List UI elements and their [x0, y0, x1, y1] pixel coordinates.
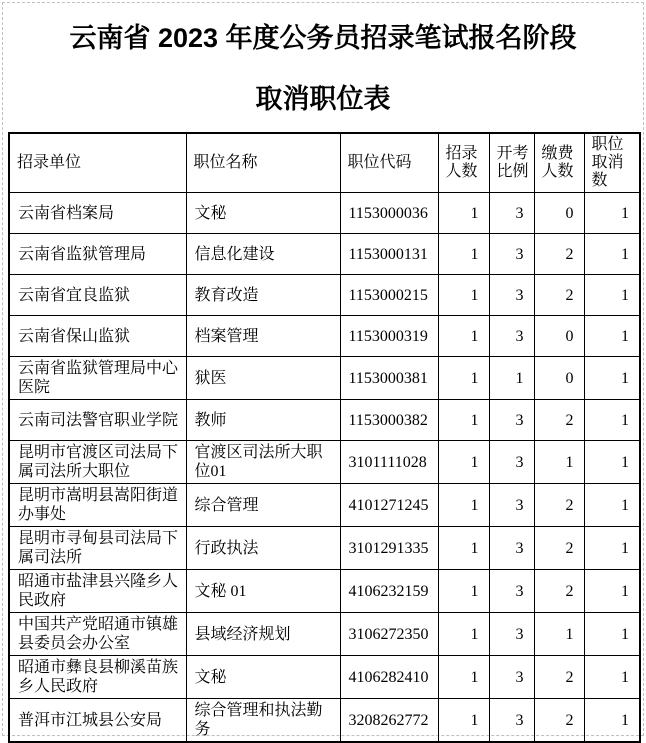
position-name-cell: 文秘: [186, 193, 340, 234]
unit-cell: 昆明市嵩明县嵩阳街道办事处: [9, 484, 186, 527]
recruit-count-cell: 1: [438, 484, 489, 527]
recruit-count-cell: 1: [438, 193, 489, 234]
position-code-cell: 3106272350: [340, 613, 438, 656]
column-header-2: 职位名称: [186, 133, 340, 193]
table-row: [9, 357, 640, 400]
position-name-cell: 行政执法: [186, 527, 340, 570]
paid-count-cell: 2: [534, 484, 584, 527]
position-name-cell: 综合管理: [186, 484, 340, 527]
position-code-cell: 3208262772: [340, 699, 438, 743]
cancel-count-cell: 1: [584, 275, 640, 316]
position-name-cell: 官渡区司法所大职位01: [186, 441, 340, 484]
paid-count-cell: 2: [534, 275, 584, 316]
unit-cell: 云南省宜良监狱: [9, 275, 186, 316]
recruit-count-cell: 1: [438, 570, 489, 613]
recruit-count-cell: 1: [438, 656, 489, 699]
position-code-cell: 4101271245: [340, 484, 438, 527]
position-name-cell: 文秘 01: [186, 570, 340, 613]
column-header-3: 职位代码: [340, 133, 438, 193]
position-code-cell: 4106232159: [340, 570, 438, 613]
unit-cell: 云南司法警官职业学院: [9, 400, 186, 441]
position-name-cell: 县域经济规划: [186, 613, 340, 656]
table-row: [9, 441, 640, 484]
table-row: [9, 570, 640, 613]
position-code-cell: 1153000131: [340, 234, 438, 275]
exam-ratio-cell: 3: [489, 527, 534, 570]
cancel-count-cell: 1: [584, 193, 640, 234]
cancel-count-cell: 1: [584, 484, 640, 527]
cancel-count-cell: 1: [584, 357, 640, 400]
column-header-1: 招录单位: [9, 133, 186, 193]
unit-cell: 中国共产党昭通市镇雄县委员会办公室: [9, 613, 186, 656]
paid-count-cell: 2: [534, 699, 584, 743]
cancelled-positions-table: [8, 132, 641, 743]
table-row: [9, 484, 640, 527]
table-row: [9, 656, 640, 699]
paid-count-cell: 2: [534, 400, 584, 441]
table-row: [9, 400, 640, 441]
recruit-count-cell: 1: [438, 316, 489, 357]
paid-count-cell: 2: [534, 570, 584, 613]
recruit-count-cell: 1: [438, 441, 489, 484]
paid-count-cell: 2: [534, 234, 584, 275]
title-line-2: 取消职位表: [255, 84, 391, 114]
column-header-5: 开考比例: [489, 133, 534, 193]
unit-cell: 云南省监狱管理局中心医院: [9, 357, 186, 400]
position-name-cell: 综合管理和执法勤务: [186, 699, 340, 743]
paid-count-cell: 2: [534, 527, 584, 570]
paid-count-cell: 2: [534, 656, 584, 699]
column-header-6: 缴费人数: [534, 133, 584, 193]
cancel-count-cell: 1: [584, 400, 640, 441]
position-code-cell: 1153000382: [340, 400, 438, 441]
table-row: [9, 234, 640, 275]
exam-ratio-cell: 3: [489, 441, 534, 484]
exam-ratio-cell: 3: [489, 656, 534, 699]
cancel-count-cell: 1: [584, 234, 640, 275]
exam-ratio-cell: 3: [489, 193, 534, 234]
unit-cell: 昭通市彝良县柳溪苗族乡人民政府: [9, 656, 186, 699]
cancel-count-cell: 1: [584, 570, 640, 613]
cancel-count-cell: 1: [584, 699, 640, 743]
table-row: [9, 275, 640, 316]
recruit-count-cell: 1: [438, 234, 489, 275]
position-code-cell: 1153000036: [340, 193, 438, 234]
recruit-count-cell: 1: [438, 527, 489, 570]
unit-cell: 昆明市寻甸县司法局下属司法所: [9, 527, 186, 570]
position-code-cell: 3101111028: [340, 441, 438, 484]
exam-ratio-cell: 3: [489, 613, 534, 656]
exam-ratio-cell: 3: [489, 484, 534, 527]
paid-count-cell: 0: [534, 193, 584, 234]
header-row: [9, 133, 640, 193]
exam-ratio-cell: 3: [489, 234, 534, 275]
cancel-count-cell: 1: [584, 613, 640, 656]
position-code-cell: 1153000215: [340, 275, 438, 316]
position-code-cell: 3101291335: [340, 527, 438, 570]
exam-ratio-cell: 3: [489, 316, 534, 357]
table-row: [9, 316, 640, 357]
table-row: [9, 527, 640, 570]
unit-cell: 普洱市江城县公安局: [9, 699, 186, 743]
exam-ratio-cell: 3: [489, 699, 534, 743]
unit-cell: 云南省监狱管理局: [9, 234, 186, 275]
paid-count-cell: 0: [534, 316, 584, 357]
unit-cell: 云南省保山监狱: [9, 316, 186, 357]
paid-count-cell: 0: [534, 357, 584, 400]
recruit-count-cell: 1: [438, 275, 489, 316]
cancel-count-cell: 1: [584, 527, 640, 570]
table-row: [9, 699, 640, 743]
position-name-cell: 信息化建设: [186, 234, 340, 275]
unit-cell: 云南省档案局: [9, 193, 186, 234]
position-name-cell: 教师: [186, 400, 340, 441]
position-code-cell: 1153000381: [340, 357, 438, 400]
column-header-4: 招录人数: [438, 133, 489, 193]
title-line-1: 云南省 2023 年度公务员招录笔试报名阶段: [69, 23, 577, 53]
document-title: [3, 3, 643, 119]
document-page: [2, 2, 644, 736]
recruit-count-cell: 1: [438, 613, 489, 656]
unit-cell: 昭通市盐津县兴隆乡人民政府: [9, 570, 186, 613]
position-name-cell: 狱医: [186, 357, 340, 400]
exam-ratio-cell: 3: [489, 570, 534, 613]
cancel-count-cell: 1: [584, 441, 640, 484]
exam-ratio-cell: 3: [489, 275, 534, 316]
table-body: [9, 193, 640, 743]
table-row: [9, 193, 640, 234]
position-name-cell: 档案管理: [186, 316, 340, 357]
exam-ratio-cell: 3: [489, 400, 534, 441]
column-header-7: 职位取消数: [584, 133, 640, 193]
cancel-count-cell: 1: [584, 656, 640, 699]
recruit-count-cell: 1: [438, 699, 489, 743]
exam-ratio-cell: 1: [489, 357, 534, 400]
paid-count-cell: 1: [534, 441, 584, 484]
cancel-count-cell: 1: [584, 316, 640, 357]
position-code-cell: 1153000319: [340, 316, 438, 357]
paid-count-cell: 1: [534, 613, 584, 656]
position-name-cell: 文秘: [186, 656, 340, 699]
recruit-count-cell: 1: [438, 357, 489, 400]
position-name-cell: 教育改造: [186, 275, 340, 316]
recruit-count-cell: 1: [438, 400, 489, 441]
unit-cell: 昆明市官渡区司法局下属司法所大职位: [9, 441, 186, 484]
position-code-cell: 4106282410: [340, 656, 438, 699]
table-row: [9, 613, 640, 656]
